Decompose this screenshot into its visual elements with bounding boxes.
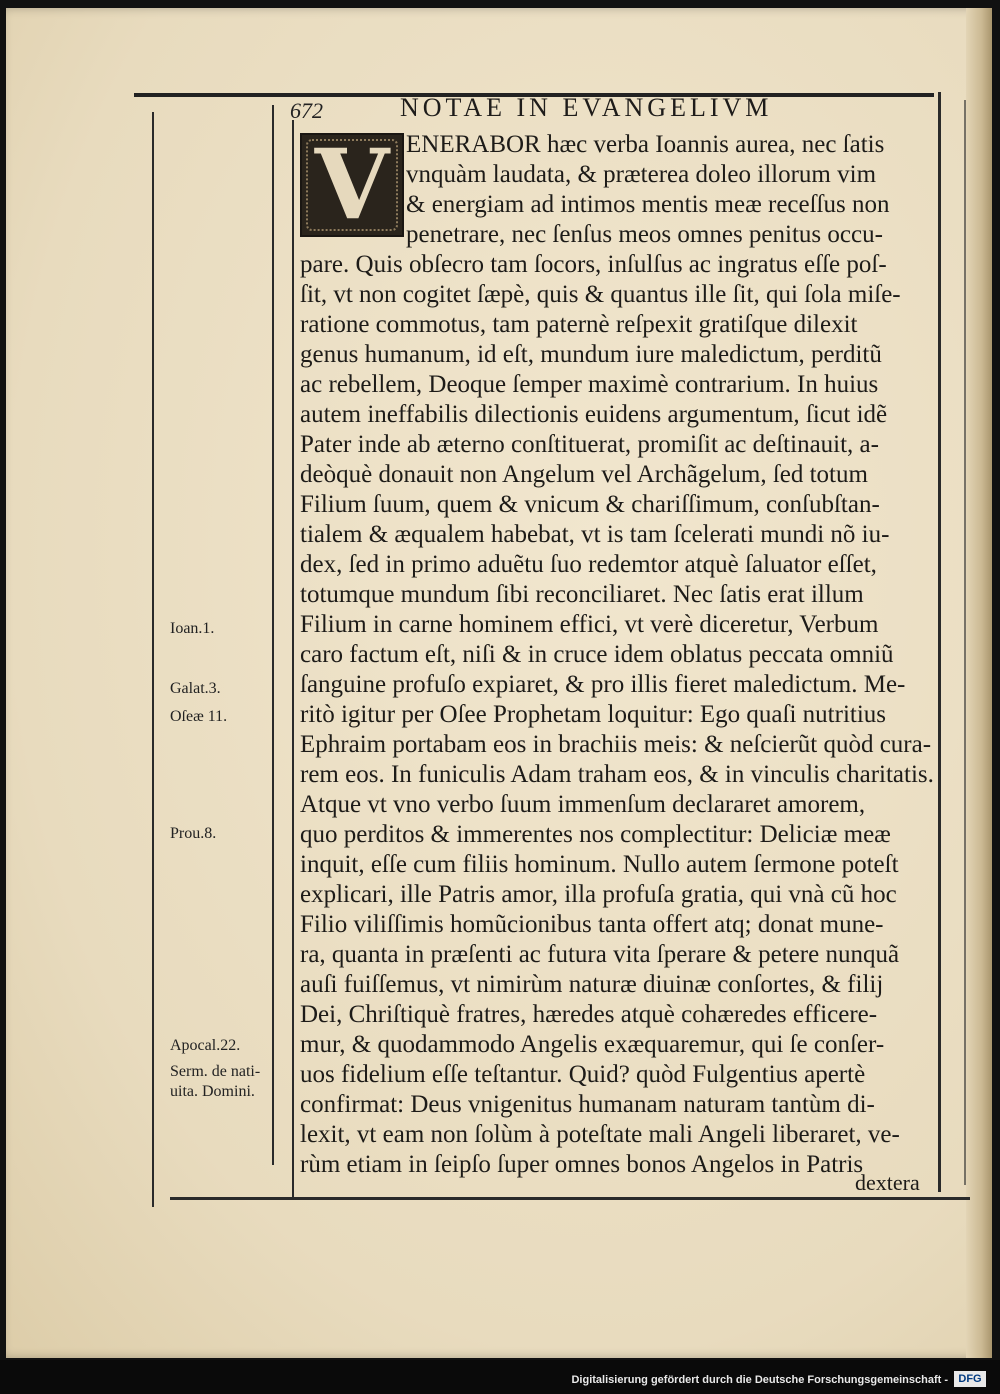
text-line: ac rebellem, Deoque ſemper maximè contrarium. In huius [300,371,879,398]
text-line: confirmat: Deus vnigenitus humanam naturam tantùm di- [300,1091,875,1118]
text-line: mur, & quodammodo Angelis exæquaremur, qui ſe conſer- [300,1031,885,1058]
text-line: ſit, vt non cogitet ſæpè, quis & quantus ille ſit, qui ſola miſe- [300,281,901,308]
margin-note-serm-1: Serm. de nati- [170,1063,261,1080]
text-line: ra, quanta in præſenti ac futura vita ſperare & petere nunquã [300,941,900,968]
text-line: ENERABOR hæc verba Ioannis aurea, nec ſatis [406,131,885,158]
text-line: & energiam ad intimos mentis meæ receſſus non [406,191,890,218]
footer-credit: Digitalisierung gefördert durch die Deutsche Forschungsgemeinschaft - [571,1374,948,1386]
text-line: quo perditos & immerentes nos complectitur: Deliciæ meæ [300,821,891,848]
text-line: ratione commotus, tam paternè reſpexit gratiſque dilexit [300,311,858,338]
text-line: ritò igitur per Oſee Prophetam loquitur: Ego quaſi nutritius [300,701,887,728]
text-line: Atque vt vno verbo ſuum immenſum declararet amorem, [300,791,866,818]
text-line: uos fidelium eſſe teſtantur. Quid? quòd Fulgentius apertè [300,1061,866,1088]
margin-rule-inner [272,105,274,1165]
text-line: tialem & æqualem habebat, vt is tam ſcelerati mundi nõ iu- [300,521,890,548]
margin-note-galat: Galat.3. [170,680,221,697]
page-number: 672 [290,98,323,123]
margin-note-prou: Prou.8. [170,825,217,842]
text-line: Filio viliſſimis homũcionibus tanta offert atq; donat mune- [300,911,884,938]
text-line: Ephraim portabam eos in brachiis meis: & neſcierũt quòd cura- [300,731,932,758]
text-line: genus humanum, id eſt, mundum iure maledictum, perditũ [300,341,882,368]
text-line: Dei, Chriſtiquè fratres, hæredes atquè cohæredes efficere- [300,1001,878,1028]
text-line: dex, ſed in primo aduẽtu ſuo redemtor atquè ſaluator eſſet, [300,551,877,578]
dfg-logo: DFG [954,1371,986,1387]
drop-cap-letter: V [314,133,390,237]
main-text [300,130,950,1180]
text-line: rem eos. In funiculis Adam traham eos, & in vinculis charitatis. [300,761,934,788]
margin-note-oseae: Oſeæ 11. [170,708,228,725]
text-line: pare. Quis obſecro tam ſocors, inſulſus ac ingratus eſſe poſ- [300,251,887,278]
text-line: explicari, ille Patris amor, illa profuſa gratia, qui vnà cũ hoc [300,881,897,908]
running-title: NOTAE IN EVANGELIVM [400,93,773,122]
text-line: auſi fuiſſemus, vt nimirùm naturæ diuinæ conſortes, & filij [300,971,884,998]
text-line: deòquè donauit non Angelum vel Archãgelum, ſed totum [300,461,868,488]
page-edge [966,8,992,1358]
text-line: Filium in carne hominem effici, vt verè diceretur, Verbum [300,611,879,638]
text-line: penetrare, nec ſenſus meos omnes penitus occu- [406,221,883,248]
text-line: Pater inde ab æterno conſtituerat, promiſit ac deſtinauit, a- [300,431,879,458]
text-line: Filium ſuum, quem & vnicum & chariſſimum, conſubſtan- [300,491,880,518]
text-line: ſanguine profuſo expiaret, & pro illis fieret maledictum. Me- [300,671,906,698]
text-line: totumque mundum ſibi reconciliaret. Nec ſatis erat illum [300,581,864,608]
margin-note-ioan: Ioan.1. [170,620,215,637]
text-rule-left [292,120,294,1200]
text-line: vnquàm laudata, & præterea doleo illorum vim [406,161,877,188]
page-fold-rule [964,100,966,1185]
margin-rule-outer [152,112,154,1207]
text-line: caro factum eſt, niſi & in cruce idem oblatus peccata omniũ [300,641,894,668]
margin-note-apocal: Apocal.22. [170,1037,241,1054]
footer-rule [170,1197,970,1200]
text-line: autem ineffabilis dilectionis euidens argumentum, ſicut idẽ [300,401,888,428]
text-line: rùm etiam in ſeipſo ſuper omnes bonos Angelos in Patris [300,1151,864,1178]
catchword: dextera [855,1170,920,1195]
margin-note-serm-2: uita. Domini. [170,1083,255,1100]
text-line: lexit, vt eam non ſolùm à poteſtate mali Angeli liberaret, ve- [300,1121,900,1148]
text-line: inquit, eſſe cum filiis hominum. Nullo autem ſermone poteſt [300,851,899,878]
